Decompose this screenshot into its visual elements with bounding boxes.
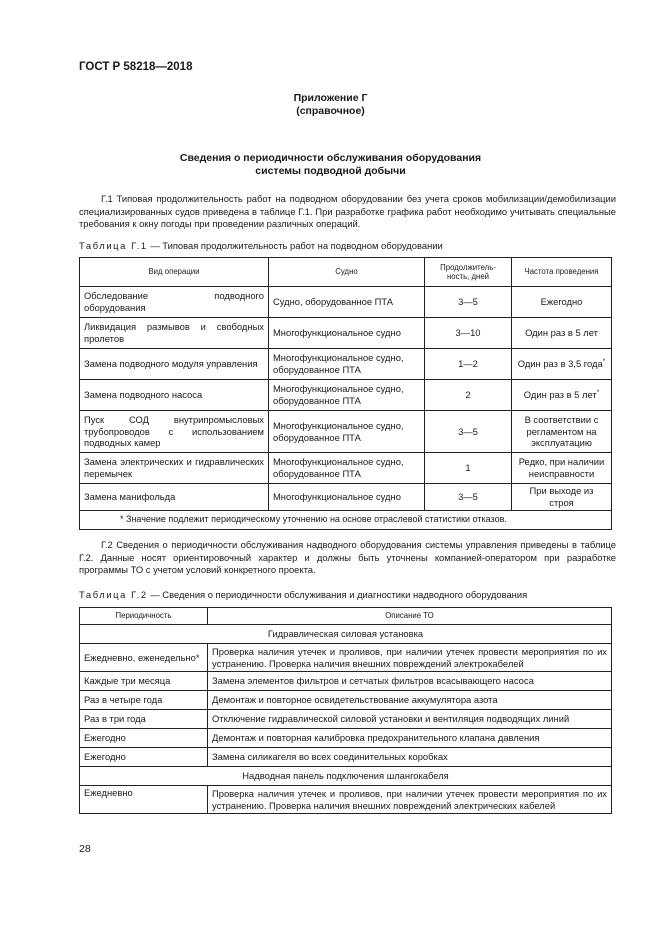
- table-row: [80, 644, 612, 672]
- table-row: [80, 786, 612, 814]
- table-cell: Многофункциональное судно, оборудованное ПТА: [269, 380, 425, 411]
- table-cell: Редко, при наличии неисправности: [512, 453, 612, 484]
- table-cell: Многофункциональное судно, оборудованное ПТА: [269, 349, 425, 380]
- table-row: [80, 691, 612, 710]
- page-number: 28: [79, 843, 91, 855]
- table2-caption-text: — Сведения о периодичности обслуживания и диагностики надводного оборудования: [147, 589, 528, 600]
- table-cell: При выходе из строя: [512, 484, 612, 511]
- table-cell: Демонтаж и повторное освидетельствование аккумулятора азота: [208, 691, 612, 710]
- appendix-title: Приложение Г: [293, 92, 368, 104]
- table-cell: Раз в три года: [80, 710, 208, 729]
- table-cell: Пуск СОД внутрипромысловых трубопроводов с использованием подводных камер: [80, 411, 269, 453]
- table-cell: Демонтаж и повторная калибровка предохранительного клапана давления: [208, 729, 612, 748]
- table-cell: Многофункциональное судно, оборудованное ПТА: [269, 411, 425, 453]
- table-cell: 3—10: [425, 318, 512, 349]
- table-cell: 3—5: [425, 484, 512, 511]
- table-cell: 1—2: [425, 349, 512, 380]
- paragraph-g2: Г.2 Сведения о периодичности обслуживания надводного оборудования системы управления приведены в таблице Г.2. Данные носят ориентировочный характер и должны быть уточнены компанией-оператором при разработке программы ТО с учетом условий конкретного проекта.: [79, 539, 616, 576]
- table-row: [80, 453, 612, 484]
- footnote-marker: *: [602, 357, 606, 365]
- table-cell: Замена электрических и гидравлических перемычек: [80, 453, 269, 484]
- table-row: [80, 729, 612, 748]
- table-cell: Ликвидация размывов и свободных пролетов: [80, 318, 269, 349]
- table-cell: Ежегодно: [512, 287, 612, 318]
- paragraph-g1: Г.1 Типовая продолжительность работ на подводном оборудовании без учета сроков мобилизации/демобилизации специализированных судов приведена в таблице Г.1. При разработке графика работ необходимо учитывать специальные требования к окну погоды при проведении различных операций.: [79, 193, 616, 230]
- table1-caption: [79, 240, 443, 252]
- table-cell: Ежедневно, еженедельно*: [80, 644, 208, 672]
- table2-section-hydraulic: Гидравлическая силовая установка: [80, 625, 612, 644]
- table-cell: Замена элементов фильтров и сетчатых фильтров всасывающего насоса: [208, 672, 612, 691]
- table-row: [80, 748, 612, 767]
- table-row: [80, 349, 612, 380]
- table-cell: Проверка наличия утечек и проливов, при наличии утечек провести мероприятия по их устранению. Проверка наличия внешних повреждений электрических кабелей: [208, 786, 612, 814]
- table-cell: Многофункциональное судно: [269, 484, 425, 511]
- table-cell: Отключение гидравлической силовой установки и вентиляция подводящих линий: [208, 710, 612, 729]
- section-heading-line2: системы подводной добычи: [255, 165, 406, 177]
- table2-section-umbilical-panel: Надводная панель подключения шлангокабеля: [80, 767, 612, 786]
- table2-header-periodicity: Периодичность: [80, 608, 208, 625]
- table2-caption-prefix: Таблица Г.2: [79, 589, 148, 600]
- table-cell: Замена силикагеля во всех соединительных коробках: [208, 748, 612, 767]
- section-heading-line1: Сведения о периодичности обслуживания оборудования: [179, 152, 482, 164]
- table2-caption: [79, 589, 527, 601]
- table-cell: Ежедневно: [80, 786, 208, 814]
- table-cell: Судно, оборудованное ПТА: [269, 287, 425, 318]
- appendix-subtitle: (справочное): [296, 105, 365, 117]
- table-cell: 3—5: [425, 287, 512, 318]
- table-section-row: [80, 767, 612, 786]
- table-cell: 2: [425, 380, 512, 411]
- footnote-marker: *: [596, 388, 600, 396]
- table1-caption-prefix: Таблица Г.1: [79, 240, 148, 251]
- table-cell: Проверка наличия утечек и проливов, при наличии утечек провести мероприятия по их устранению. Проверка наличия внешних повреждений электрокабелей: [208, 644, 612, 672]
- table-cell: Обследование подводного оборудования: [80, 287, 269, 318]
- table1-header-operation: Вид операции: [80, 258, 269, 287]
- table-row: [80, 380, 612, 411]
- table-cell: Многофункциональное судно: [269, 318, 425, 349]
- table1-header-vessel: Судно: [269, 258, 425, 287]
- table-cell: Ежегодно: [80, 729, 208, 748]
- table-row: [80, 287, 612, 318]
- table1-header-frequency: Частота проведения: [512, 258, 612, 287]
- table2-header-description: Описание ТО: [208, 608, 612, 625]
- table-cell: В соответствии с регламентом на эксплуатацию: [512, 411, 612, 453]
- table1-footnote: * Значение подлежит периодическому уточнению на основе отраслевой статистики отказов.: [80, 510, 612, 529]
- table-row: [80, 710, 612, 729]
- table-g1: [79, 257, 612, 530]
- table-row: [80, 484, 612, 511]
- table-cell: Раз в четыре года: [80, 691, 208, 710]
- table-cell: Каждые три месяца: [80, 672, 208, 691]
- table-cell: 1: [425, 453, 512, 484]
- table-section-row: [80, 625, 612, 644]
- table-cell: [512, 380, 612, 411]
- table1-header-duration: Продолжитель-ность, дней: [425, 258, 512, 287]
- table-cell: Замена подводного насоса: [80, 380, 269, 411]
- frequency-text: Один раз в 5 лет: [523, 389, 597, 401]
- table-row: [80, 318, 612, 349]
- table-cell: [512, 349, 612, 380]
- table-cell: Замена манифольда: [80, 484, 269, 511]
- table-g2: [79, 607, 612, 814]
- table-cell: Многофункциональное судно, оборудованное ПТА: [269, 453, 425, 484]
- table-cell: Один раз в 5 лет: [512, 318, 612, 349]
- frequency-text: Один раз в 3,5 года: [517, 358, 603, 370]
- table-cell: 3—5: [425, 411, 512, 453]
- table-row: [80, 672, 612, 691]
- table-cell: Ежегодно: [80, 748, 208, 767]
- table-cell: Замена подводного модуля управления: [80, 349, 269, 380]
- table1-caption-text: — Типовая продолжительность работ на подводном оборудовании: [147, 240, 443, 251]
- table-footnote-row: [80, 510, 612, 529]
- table-row: [80, 411, 612, 453]
- standard-designation: ГОСТ Р 58218—2018: [79, 61, 193, 73]
